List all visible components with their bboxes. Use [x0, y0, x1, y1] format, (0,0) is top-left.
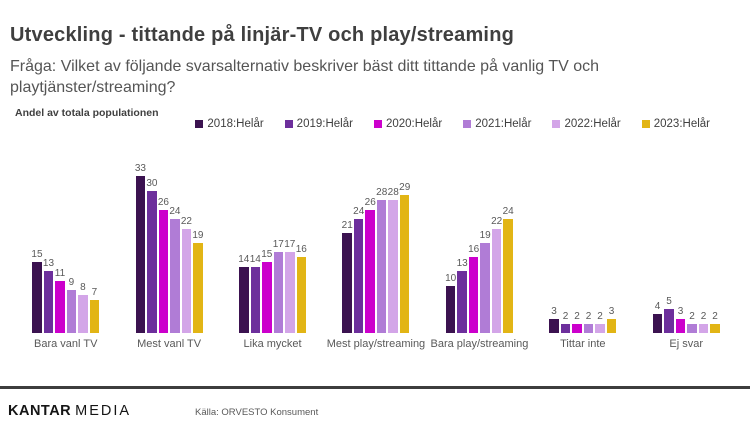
bar-column: [193, 230, 203, 333]
bar-cluster: [32, 249, 99, 333]
bar: [595, 324, 605, 334]
legend-label: 2023:Helår: [653, 118, 710, 130]
bar: [457, 271, 467, 333]
bar-column: [182, 216, 192, 334]
bar-group: [117, 163, 220, 350]
bar-column: [492, 216, 502, 334]
bar: [136, 176, 146, 333]
legend-item: [374, 118, 442, 130]
bar-value-label: 11: [54, 267, 66, 279]
legend-swatch-icon: [195, 120, 203, 128]
bar: [388, 200, 398, 333]
bar: [572, 324, 582, 334]
bar-column: [67, 277, 77, 333]
bar-value-label: 16: [468, 244, 480, 255]
legend-label: 2018:Helår: [207, 118, 264, 130]
bar-value-label: 22: [491, 215, 503, 227]
bar-column: [561, 311, 571, 334]
bar-column: [365, 197, 375, 334]
category-label: Tittar inte: [560, 338, 606, 350]
footer-divider: [0, 386, 750, 389]
bar-value-label: 14: [249, 253, 261, 265]
bar-value-label: 10: [445, 272, 457, 284]
bar-column: [342, 220, 352, 333]
bar-column: [400, 182, 410, 333]
bar-value-label: 2: [562, 310, 569, 322]
bar-column: [32, 249, 42, 333]
bar-value-label: 3: [551, 305, 557, 317]
bar-column: [503, 206, 513, 333]
bar-column: [239, 254, 249, 334]
bar-column: [262, 249, 272, 333]
bar: [549, 319, 559, 333]
bar-value-label: 14: [238, 253, 250, 265]
bar-value-label: 19: [479, 229, 491, 241]
bar-value-label: 24: [502, 206, 514, 217]
bar-column: [388, 187, 398, 333]
kantar-media-logo: [8, 403, 131, 419]
bar-column: [676, 306, 686, 333]
bar: [377, 200, 387, 333]
bar-value-label: 2: [712, 310, 718, 322]
bar: [274, 252, 284, 333]
legend-item: [195, 118, 263, 130]
bar-column: [44, 258, 54, 333]
bar: [354, 219, 364, 333]
bar-group: [531, 306, 634, 350]
bar: [159, 210, 169, 334]
bar: [584, 324, 594, 334]
bar-value-label: 2: [585, 310, 592, 322]
bar-group: [221, 239, 324, 350]
legend-label: 2020:Helår: [385, 118, 443, 130]
bar-cluster: [239, 239, 306, 333]
legend-label: 2019:Helår: [296, 118, 353, 130]
category-label: Bara play/streaming: [430, 338, 529, 350]
bar-value-label: 28: [376, 187, 388, 198]
bar: [342, 233, 352, 333]
bar-value-label: 8: [80, 282, 86, 293]
bar: [607, 319, 617, 333]
legend-swatch-icon: [285, 120, 293, 128]
bar-value-label: 2: [700, 310, 707, 322]
bar-column: [55, 268, 65, 333]
bar-cluster: [446, 206, 513, 333]
bar: [365, 210, 375, 334]
bar-value-label: 4: [654, 301, 661, 312]
logo-text-bold: KANTAR: [8, 403, 72, 419]
bar-column: [457, 258, 467, 333]
bar-column: [285, 239, 295, 333]
bar: [561, 324, 571, 334]
bar-column: [377, 187, 387, 333]
bar: [44, 271, 54, 333]
bar-value-label: 24: [169, 206, 181, 217]
legend-swatch-icon: [552, 120, 560, 128]
source-note: Källa: ORVESTO Konsument: [195, 407, 319, 418]
bar: [676, 319, 686, 333]
bar: [710, 324, 720, 334]
bar: [32, 262, 42, 333]
legend-item: [552, 118, 620, 130]
bar-column: [699, 311, 709, 334]
bar-column: [251, 254, 261, 334]
bar-value-label: 24: [353, 206, 365, 217]
bar-value-label: 17: [272, 239, 284, 251]
bar-column: [469, 244, 479, 333]
bar-value-label: 30: [146, 177, 158, 189]
bar-cluster: [549, 306, 616, 333]
bar-group: [428, 206, 531, 350]
bar-column: [549, 306, 559, 333]
category-label: Lika mycket: [243, 338, 302, 350]
bar-column: [687, 311, 697, 334]
bar-column: [297, 244, 307, 333]
bar-column: [354, 206, 364, 333]
bar-column: [572, 311, 582, 334]
legend-swatch-icon: [642, 120, 650, 128]
chart-legend: [195, 118, 710, 130]
bar: [262, 262, 272, 333]
bar-value-label: 3: [608, 305, 615, 317]
bar: [297, 257, 307, 333]
bar: [239, 267, 249, 334]
bar-value-label: 2: [574, 310, 580, 322]
bar: [193, 243, 203, 333]
bar-value-label: 3: [677, 305, 684, 317]
bar-group: [324, 182, 427, 350]
bar-value-label: 2: [597, 310, 603, 322]
bar-column: [274, 239, 284, 333]
bar: [400, 195, 410, 333]
bar: [687, 324, 697, 334]
bar-column: [78, 282, 88, 333]
bar-column: [653, 301, 663, 333]
bar-column: [147, 178, 157, 334]
bar-value-label: 15: [31, 248, 43, 260]
bar-value-label: 28: [387, 187, 399, 198]
category-label: Mest play/streaming: [326, 338, 426, 350]
bar-value-label: 13: [42, 258, 55, 270]
bar-column: [170, 206, 180, 333]
bar: [55, 281, 65, 333]
bar-cluster: [342, 182, 409, 333]
bar-group: [14, 249, 117, 350]
bar-value-label: 16: [295, 244, 307, 255]
bar-cluster: [653, 296, 720, 333]
bar-value-label: 26: [157, 196, 169, 208]
bar-column: [136, 163, 146, 333]
legend-label: 2021:Helår: [475, 118, 532, 130]
bar: [182, 229, 192, 334]
bar-value-label: 26: [364, 196, 376, 208]
bar-value-label: 17: [284, 239, 296, 251]
bar-value-label: 33: [134, 163, 146, 175]
bar-value-label: 7: [91, 286, 98, 298]
bar-value-label: 9: [68, 277, 75, 289]
logo-text-light: MEDIA: [75, 403, 132, 419]
legend-swatch-icon: [463, 120, 471, 128]
bar-group: [635, 296, 738, 350]
bar-value-label: 21: [341, 220, 353, 232]
bar: [492, 229, 502, 334]
bar: [503, 219, 513, 333]
bar-column: [480, 230, 490, 333]
bar-chart: [14, 148, 738, 350]
bar: [78, 295, 88, 333]
bar-cluster: [136, 163, 203, 333]
bar-value-label: 5: [666, 296, 672, 308]
bar: [664, 309, 674, 333]
bar: [90, 300, 100, 333]
bar-column: [607, 306, 617, 333]
bar: [699, 324, 709, 334]
bar: [147, 191, 157, 334]
legend-item: [463, 118, 531, 130]
category-label: Ej svar: [669, 338, 704, 350]
axis-note: Andel av totala populationen: [15, 107, 159, 119]
bar: [170, 219, 180, 333]
legend-label: 2022:Helår: [564, 118, 621, 130]
legend-item: [285, 118, 353, 130]
bar-column: [595, 311, 605, 334]
legend-swatch-icon: [374, 120, 382, 128]
page-title: Utveckling - tittande på linjär-TV och play/streaming: [10, 24, 515, 46]
bar: [469, 257, 479, 333]
bar-value-label: 13: [456, 258, 468, 270]
bar: [653, 314, 663, 333]
bar-column: [159, 197, 169, 334]
bar-column: [446, 273, 456, 334]
page-subtitle: Fråga: Vilket av följande svarsalternativ beskriver bäst ditt tittande på vanlig TV och playtjänster/streaming?: [10, 58, 600, 96]
bar-column: [90, 287, 100, 333]
bar: [251, 267, 261, 334]
bar: [67, 290, 77, 333]
bar-value-label: 15: [261, 248, 273, 260]
bar: [285, 252, 295, 333]
bar-value-label: 22: [180, 215, 192, 227]
bar-value-label: 29: [399, 182, 411, 194]
category-label: Bara vanl TV: [34, 338, 98, 350]
bar-column: [584, 311, 594, 334]
legend-item: [642, 118, 710, 130]
bar: [480, 243, 490, 333]
category-label: Mest vanl TV: [137, 338, 202, 350]
bar: [446, 286, 456, 334]
bar-value-label: 2: [689, 310, 695, 322]
bar-column: [710, 311, 720, 334]
bar-value-label: 19: [192, 229, 204, 241]
bar-column: [664, 296, 674, 333]
